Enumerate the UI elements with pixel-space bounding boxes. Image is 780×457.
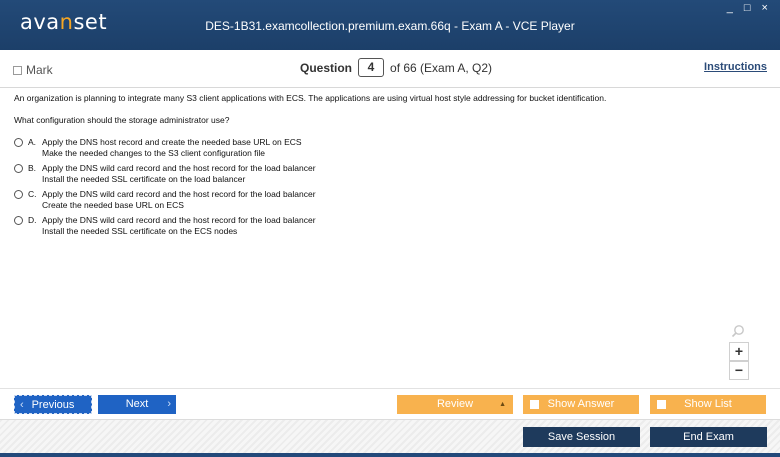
- checkbox-icon[interactable]: [657, 400, 666, 409]
- checkbox-icon[interactable]: [13, 66, 22, 75]
- previous-button[interactable]: ‹ Previous: [14, 395, 92, 414]
- end-exam-button[interactable]: End Exam: [650, 427, 767, 447]
- answer-option-b[interactable]: B. Apply the DNS wild card record and the host record for the load balancer Install the needed SSL certificate on the load balancer: [14, 163, 764, 185]
- question-header: [0, 50, 780, 88]
- app-logo: avanset: [20, 10, 108, 34]
- mark-label: Mark: [26, 63, 53, 77]
- bottom-border: [0, 453, 780, 457]
- question-stem: An organization is planning to integrate many S3 client applications with ECS. The applications are using virtual host style addressing for bucket identification.: [14, 93, 607, 103]
- checkbox-icon[interactable]: [530, 400, 539, 409]
- zoom-in-button[interactable]: +: [729, 342, 749, 361]
- radio-button[interactable]: [14, 216, 23, 225]
- question-of-label: of 66 (Exam A, Q2): [390, 60, 493, 75]
- footer-bar: [0, 419, 780, 457]
- option-text: Apply the DNS wild card record and the host record for the load balancer: [42, 215, 316, 225]
- option-text: Apply the DNS wild card record and the host record for the load balancer: [42, 189, 316, 199]
- instructions-link[interactable]: Instructions: [704, 61, 767, 73]
- question-prompt: What configuration should the storage administrator use?: [14, 115, 230, 125]
- show-list-button[interactable]: Show List: [650, 395, 766, 414]
- triangle-up-icon: ▲: [499, 401, 506, 408]
- save-session-button[interactable]: Save Session: [523, 427, 640, 447]
- show-answer-button[interactable]: Show Answer: [523, 395, 639, 414]
- option-text: Apply the DNS host record and create the needed base URL on ECS: [42, 137, 302, 147]
- option-text: Install the needed SSL certificate on the ECS nodes: [42, 226, 238, 236]
- zoom-out-button[interactable]: −: [729, 361, 749, 380]
- chevron-left-icon: ‹: [20, 399, 24, 411]
- next-button[interactable]: Next ›: [98, 395, 176, 414]
- navigation-bar: [0, 388, 780, 419]
- option-text: Create the needed base URL on ECS: [42, 200, 184, 210]
- window-controls[interactable]: _ □ ×: [726, 2, 772, 14]
- question-label: Question: [300, 60, 353, 75]
- title-bar: [0, 0, 780, 50]
- question-body: [14, 93, 764, 241]
- radio-button[interactable]: [14, 138, 23, 147]
- chevron-right-icon: ›: [167, 398, 171, 410]
- mark-checkbox[interactable]: [13, 63, 53, 77]
- window-title: DES-1B31.examcollection.premium.exam.66q - Exam A - VCE Player: [205, 19, 575, 33]
- option-text: Install the needed SSL certificate on the load balancer: [42, 174, 246, 184]
- option-text: Make the needed changes to the S3 client configuration file: [42, 148, 266, 158]
- question-number-indicator: [300, 58, 492, 77]
- answer-option-c[interactable]: C. Apply the DNS wild card record and the host record for the load balancer Create the needed base URL on ECS: [14, 189, 764, 211]
- magnifier-icon: [731, 324, 745, 338]
- answer-option-a[interactable]: A. Apply the DNS host record and create the needed base URL on ECS Make the needed changes to the S3 client configuration file: [14, 137, 764, 159]
- radio-button[interactable]: [14, 164, 23, 173]
- option-text: Apply the DNS wild card record and the host record for the load balancer: [42, 163, 316, 173]
- review-button[interactable]: Review ▲: [397, 395, 513, 414]
- question-number-input[interactable]: 4: [358, 58, 384, 77]
- radio-button[interactable]: [14, 190, 23, 199]
- answer-option-d[interactable]: D. Apply the DNS wild card record and the host record for the load balancer Install the needed SSL certificate on the ECS nodes: [14, 215, 764, 237]
